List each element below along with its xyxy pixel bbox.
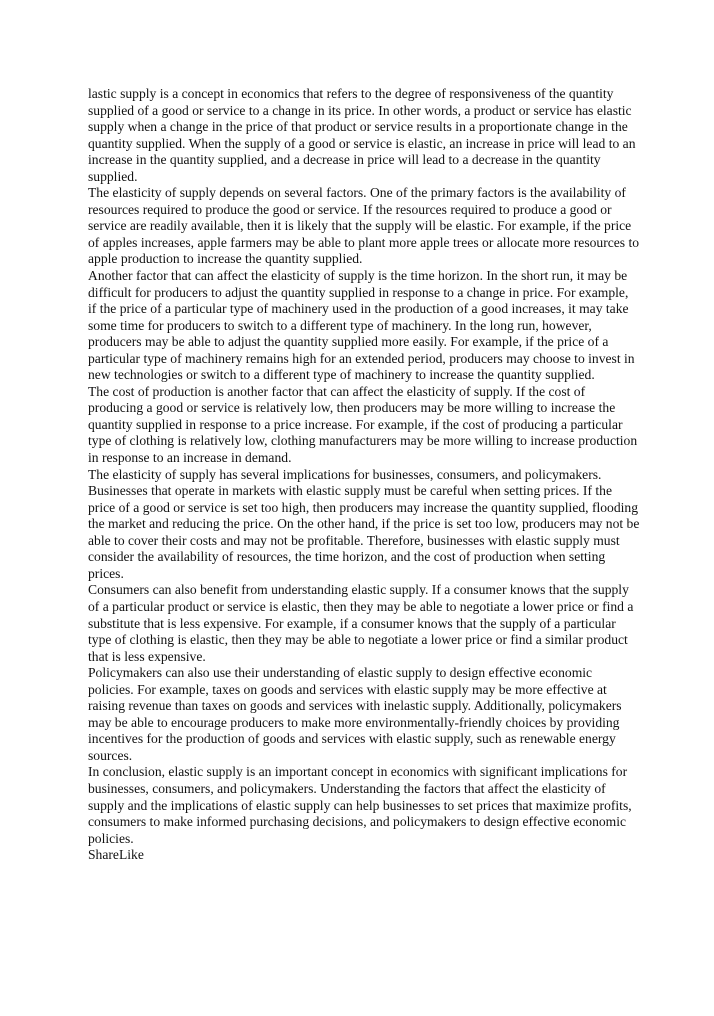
paragraph-implications-consumers: Consumers can also benefit from understanding elastic supply. If a consumer knows that the supply of a particular product or service is elastic, then they may be able to negotiate a lower price or find a substitute that is less expensive. For example, if a consumer knows that the supply of a particular type of clothing is elastic, then they may be able to negotiate a lower price or find a similar product that is less expensive.: [88, 582, 634, 664]
share-like-link[interactable]: ShareLike: [88, 847, 144, 863]
paragraph-conclusion: In conclusion, elastic supply is an important concept in economics with significant implications for businesses, consumers, and policymakers. Understanding the factors that affect the elasticity of supply and the implications of elastic supply can help businesses to set prices that maximize profits, consumers to make informed purchasing decisions, and policymakers to design effective economic policies.: [88, 764, 632, 846]
document-body: [88, 86, 640, 864]
paragraph-factors-time-horizon: Another factor that can affect the elasticity of supply is the time horizon. In the short run, it may be difficult for producers to adjust the quantity supplied in response to a change in price. For example, if the price of a particular type of machinery used in the production of a good increases, it may take some time for producers to switch to a different type of machinery. In the long run, however, producers may be able to adjust the quantity supplied more easily. For example, if the price of a particular type of machinery remains high for an extended period, producers may choose to invest in new technologies or switch to a different type of machinery to increase the quantity supplied.: [88, 268, 635, 383]
paragraph-factors-cost: The cost of production is another factor that can affect the elasticity of supply. If the cost of producing a good or service is relatively low, then producers may be more willing to increase the quantity supplied in response to a price increase. For example, if the cost of producing a particular type of clothing is relatively low, clothing manufacturers may be more willing to increase production in response to an increase in demand.: [88, 383, 638, 466]
paragraph-implications-businesses: The elasticity of supply has several implications for businesses, consumers, and policymakers. Businesses that operate in markets with elastic supply must be careful when setting prices. If the price of a good or service is set too high, then producers may increase the quantity supplied, flooding the market and reducing the price. On the other hand, if the price is set too low, producers may not be able to cover their costs and may not be profitable. Therefore, businesses with elastic supply must consider the availability of resources, the time horizon, and the cost of production when setting prices.: [88, 466, 640, 581]
paragraph-factors-resources: The elasticity of supply depends on several factors. One of the primary factors is the availability of resources required to produce the good or service. If the resources required to produce a good or service are readily available, then it is likely that the supply will be elastic. For example, if the price of apples increases, apple farmers may be able to plant more apple trees or allocate more resources to apple production to increase the quantity supplied.: [88, 185, 640, 267]
paragraph-definition: lastic supply is a concept in economics that refers to the degree of responsiveness of the quantity supplied of a good or service to a change in its price. In other words, a product or service has elastic supply when a change in the price of that product or service results in a proportionate change in the quantity supplied. When the supply of a good or service is elastic, an increase in price will lead to an increase in the quantity supplied, and a decrease in price will lead to a decrease in the quantity supplied.: [88, 86, 636, 184]
paragraph-implications-policymakers: Policymakers can also use their understanding of elastic supply to design effective economic policies. For example, taxes on goods and services with elastic supply may be more effective at raising revenue than taxes on goods and services with inelastic supply. Additionally, policymakers may be able to encourage producers to make more environmentally-friendly choices by providing incentives for the production of goods and services with elastic supply, such as renewable energy sources.: [88, 665, 622, 763]
